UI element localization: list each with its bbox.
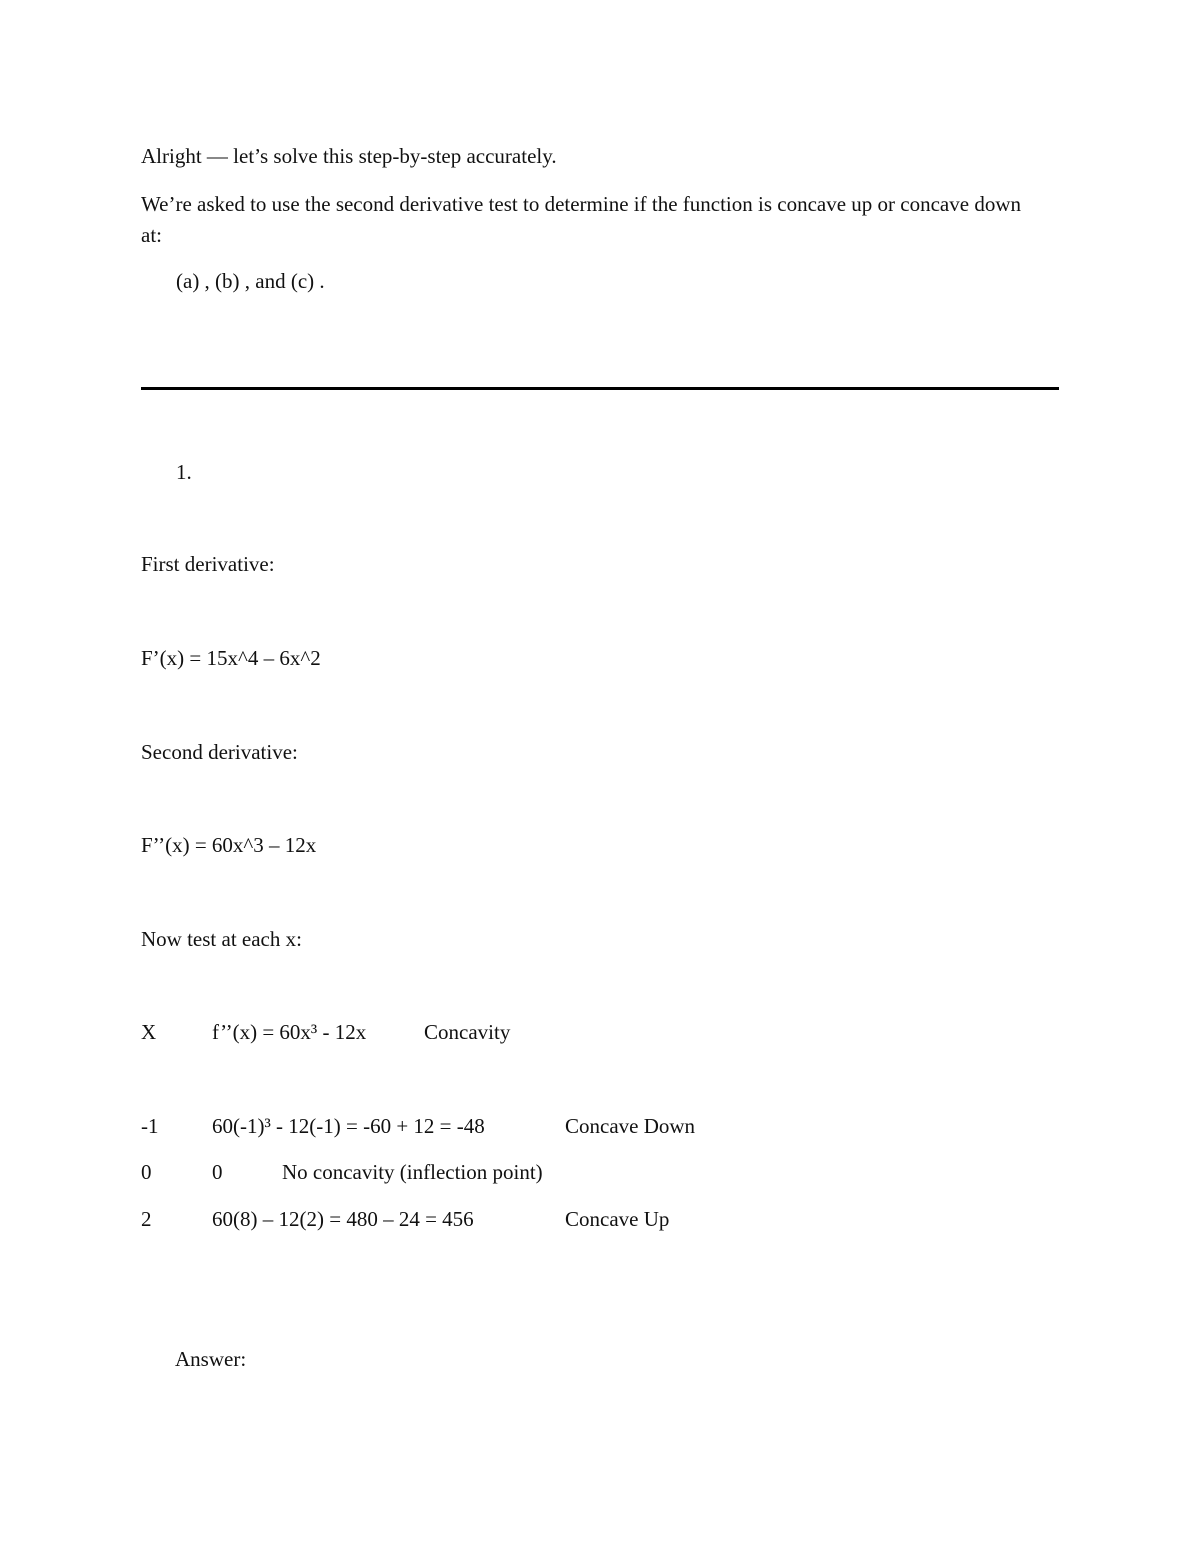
intro-line: Alright — let’s solve this step-by-step accurately.: [141, 144, 557, 168]
first-derivative-formula: F’(x) = 15x^4 – 6x^2: [141, 646, 321, 670]
table-row-2-x: 0: [141, 1160, 152, 1184]
second-derivative-formula: F’’(x) = 60x^3 – 12x: [141, 833, 317, 857]
table-row-3-concavity: Concave Up: [565, 1207, 670, 1231]
table-row-3-x: 2: [141, 1207, 152, 1231]
table-row-1-concavity: Concave Down: [565, 1114, 696, 1138]
answer-label: Answer:: [175, 1347, 247, 1371]
points-list: (a) , (b) , and (c) .: [176, 269, 325, 293]
table-header-formula: f’’(x) = 60x³ - 12x: [212, 1020, 367, 1044]
horizontal-divider: [141, 387, 1059, 390]
table-row-1-value: 60(-1)³ - 12(-1) = -60 + 12 = -48: [212, 1114, 485, 1138]
test-label: Now test at each x:: [141, 927, 302, 951]
table-row-3-value: 60(8) – 12(2) = 480 – 24 = 456: [212, 1207, 474, 1231]
second-derivative-label: Second derivative:: [141, 740, 298, 764]
table-header-concavity: Concavity: [424, 1020, 511, 1044]
section-number: 1.: [176, 460, 192, 484]
table-row-2-value: 0: [212, 1160, 223, 1184]
table-row-1-x: -1: [141, 1114, 159, 1138]
question-text: We’re asked to use the second derivative test to determine if the function is concave up or concave down at:: [141, 192, 1021, 247]
table-row-2-concavity: No concavity (inflection point): [282, 1160, 543, 1184]
table-header-x: X: [141, 1020, 157, 1044]
first-derivative-label: First derivative:: [141, 552, 275, 576]
